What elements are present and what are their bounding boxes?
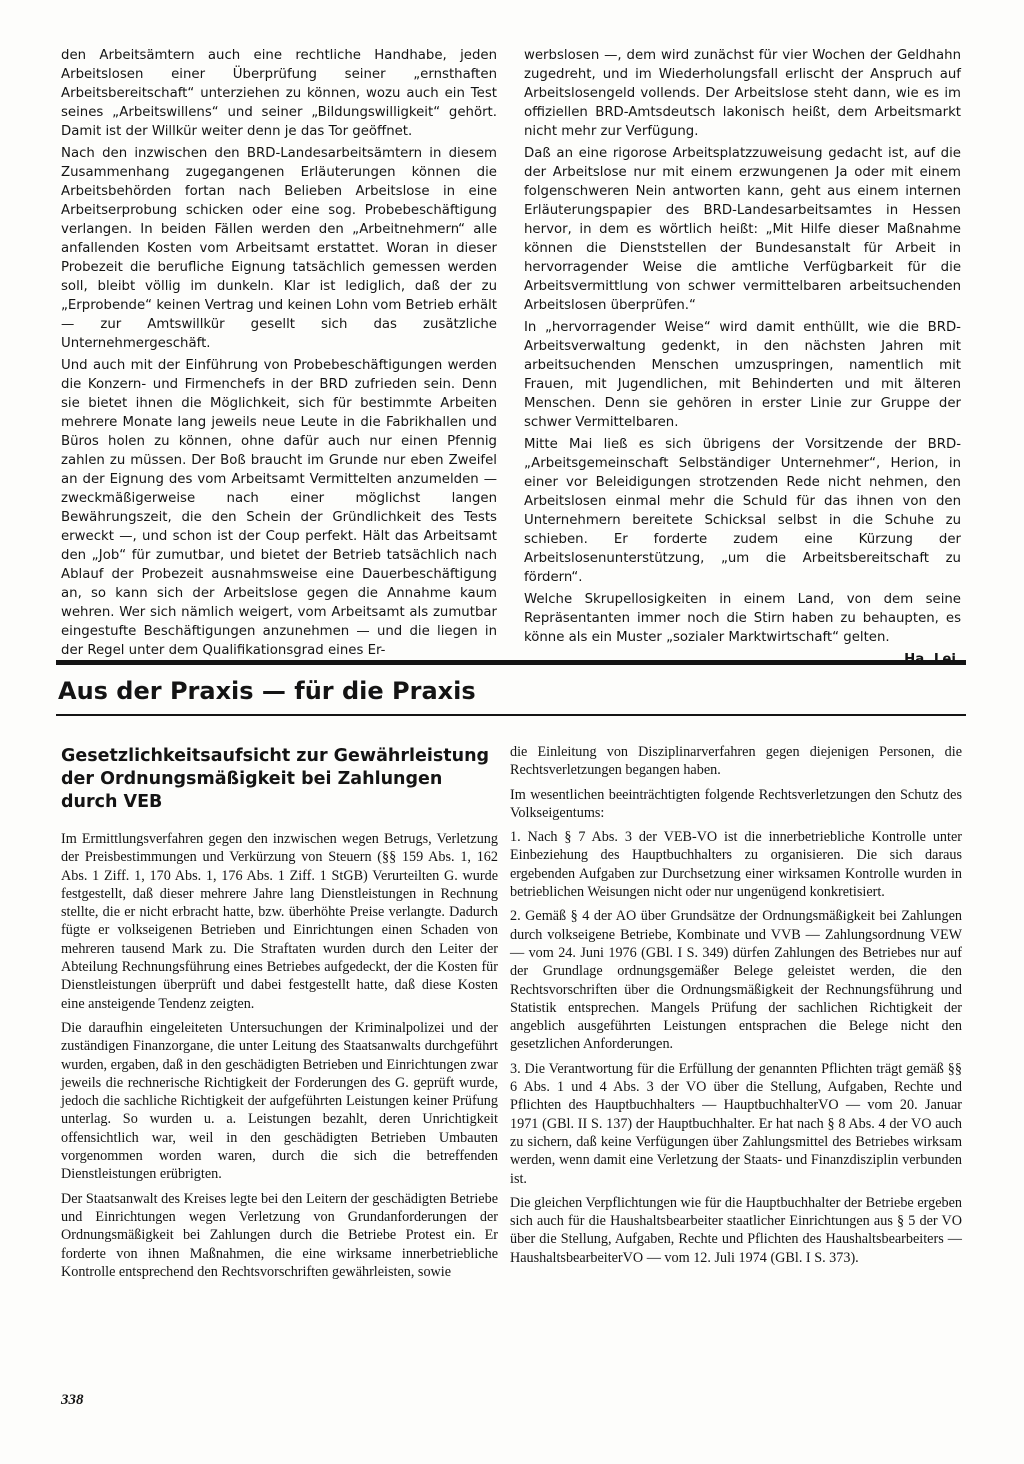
paragraph: Im wesentlichen beeinträchtigten folgende Rechtsverletzungen den Schutz des Volkseigentums:: [510, 786, 962, 821]
paragraph: werbslosen —, dem wird zunächst für vier Wochen der Geldhahn zugedreht, und im Wiederholungsfall erlischt der Anspruch auf Arbeitslosengeld vollends. Der Arbeitslose steht dann, wie es im offiziellen BRD-Amtsdeutsch lakonisch heißt, dem Arbeitsmarkt nicht mehr zur Verfügung.: [524, 48, 961, 139]
paragraph: Welche Skrupellosigkeiten in einem Land, von dem seine Repräsentanten immer noch die Stirn haben zu behaupten, es könne als ein Muster „sozialer Marktwirtschaft“ gelten.: [524, 592, 961, 645]
article-heading: Gesetzlichkeitsaufsicht zur Gewährleistung der Ordnungsmäßigkeit bei Zahlungen durch VEB: [61, 746, 490, 812]
section-title: Aus der Praxis — für die Praxis: [56, 673, 966, 716]
top-article-left-column: [61, 46, 497, 663]
paragraph: Die daraufhin eingeleiteten Untersuchungen der Kriminalpolizei und der zuständigen Finanzorgane, die unter Leitung des Staatsanwalts durchgeführt wurden, ergaben, daß in den geschädigten Betrieben und Einrichtungen zwar jeweils die rechnerische Richtigkeit der Forderungen des G. geprüft wurde, jedoch die sachliche Richtigkeit der aufgeführten Leistungen keiner Prüfung unterlag. So wurden u. a. Leistungen bezahlt, deren Unrichtigkeit offensichtlich war, weil in den geschädigten Betrieben Umbauten vorgenommen worden waren, durch die sich die betreffenden Dienstleistungen erübrigten.: [61, 1019, 498, 1183]
section-divider: [56, 660, 966, 665]
top-article-right-column: [524, 46, 961, 669]
paragraph: Und auch mit der Einführung von Probebeschäftigungen werden die Konzern- und Firmenchefs in der BRD zufrieden sein. Denn sie bietet ihnen die Möglichkeit, sich für bestimmte Arbeiten mehrere Monate lang jeweils neue Leute in die Fabrikhallen und Büros holen zu können, ohne dafür auch nur einen Pfennig zahlen zu müssen. Der Boß braucht im Grunde nur eben Zweifel an der Eignung des vom Arbeitsamt Vermittelten anzumelden — zweckmäßigerweise nach einer möglichst langen Bewährungszeit, die den Schein der Gründlichkeit des Tests erweckt —, und schon ist der Coup perfekt. Hält das Arbeitsamt den „Job“ für zumutbar, und bietet der Betrieb tatsächlich nach Ablauf der Probezeit ausnahmsweise eine Dauerbeschäftigung an, so kann sich der Arbeitslose gegen die Annahme kaum wehren. Wer sich nämlich weigert, vom Arbeitsamt als zumutbar eingestufte Beschäftigungen anzunehmen — und die liegen in der Regel unter dem Qualifikationsgrad eines Er-: [61, 358, 497, 658]
paragraph: In „hervorragender Weise“ wird damit enthüllt, wie die BRD-Arbeitsverwaltung gedenkt, in den nächsten Jahren mit arbeitsuchenden Menschen umzuspringen, namentlich mit Frauen, mit Jugendlichen, mit Behinderten und mit älteren Menschen. Denn sie gehören in erster Linie zur Gruppe der schwer Vermittelbaren.: [524, 320, 961, 430]
author-signature: Ha. Lei.: [904, 652, 961, 667]
paragraph: Mitte Mai ließ es sich übrigens der Vorsitzende der BRD-„Arbeitsgemeinschaft Selbständiger Unternehmer“, Herion, in einer vor Beleidigungen strotzenden Rede nicht nehmen, den Arbeitslosen einmal mehr die Schuld für das ihnen von den Unternehmern bereitete Schicksal selbst in die Schuhe zu schieben. Er forderte zudem eine Kürzung der Arbeitslosenunterstützung, „um die Arbeitsbereitschaft zu fördern“.: [524, 437, 961, 585]
paragraph: Nach den inzwischen den BRD-Landesarbeitsämtern in diesem Zusammenhang zugegangenen Erläuterungen können die Arbeitsbehörden fortan nach Belieben Arbeitslose in eine Arbeitserprobung schicken oder eine sog. Probebeschäftigung verlangen. In beiden Fällen werden den „Arbeitnehmern“ alle anfallenden Kosten vom Arbeitsamt erstattet. Woran in dieser Probezeit die berufliche Eignung tatsächlich gemessen werden soll, bleibt völlig im dunkeln. Klar ist lediglich, daß der zu „Erprobende“ keinen Vertrag und keinen Lohn vom Betrieb erhält — zur Amtswillkür gesellt sich das zusätzliche Unternehmergeschäft.: [61, 146, 497, 351]
page-number: 338: [61, 1392, 84, 1408]
article-right-column: [510, 743, 962, 1273]
paragraph: den Arbeitsämtern auch eine rechtliche Handhabe, jeden Arbeitslosen einer Überprüfung seiner „ernsthaften Arbeitsbereitschaft“ unterziehen zu können, wozu auch ein Test seines „Arbeitswillens“ und seiner „Bildungswilligkeit“ gehört. Damit ist der Willkür weiter denn je das Tor geöffnet.: [61, 48, 497, 139]
paragraph: Daß an eine rigorose Arbeitsplatzzuweisung gedacht ist, auf die der Arbeitslose nur mit einem erzwungenen Ja oder mit einem folgenschweren Nein antworten kann, geht aus einem internen Erläuterungspapier des BRD-Landesarbeitsamtes in Hessen hervor, in dem es wörtlich heißt: „Mit Hilfe dieser Maßnahme können die Dienststellen der Bundesanstalt für Arbeit in hervorragender Weise die amtliche Verfügbarkeit für die Arbeitsvermittlung von schwer vermittelbaren arbeitsuchenden Arbeitslosen überprüfen.“: [524, 146, 961, 313]
paragraph: Der Staatsanwalt des Kreises legte bei den Leitern der geschädigten Betriebe und Einrichtungen wegen Verletzung von Grundanforderungen der Ordnungsmäßigkeit bei Zahlungen durch die Betriebe Protest ein. Er forderte von ihnen Maßnahmen, die eine wirksame innerbetriebliche Kontrolle entsprechend den Rechtsvorschriften gewährleisten, sowie: [61, 1190, 498, 1280]
paragraph: die Einleitung von Disziplinarverfahren gegen diejenigen Personen, die Rechtsverletzungen begangen haben.: [510, 744, 962, 779]
paragraph: 2. Gemäß § 4 der AO über Grundsätze der Ordnungsmäßigkeit bei Zahlungen durch volkseigene Betriebe, Kombinate und VVB — Zahlungsordnung VEW — vom 24. Juni 1976 (GBl. I S. 349) dürfen Zahlungen des Betriebes nur auf der Grundlage ordnungsgemäßer Belege geleistet werden, die den Rechtsvorschriften über die Ordnungsmäßigkeit der Rechnungsführung und Statistik entsprechen. Mangels Prüfung der sachlichen Richtigkeit der angeblich ausgeführten Leistungen entsprachen die Belege nicht den gesetzlichen Anforderungen.: [510, 908, 962, 1053]
article-left-column: [61, 830, 498, 1287]
paragraph: 3. Die Verantwortung für die Erfüllung der genannten Pflichten trägt gemäß §§ 6 Abs. 1 und 4 Abs. 3 der VO über die Stellung, Aufgaben, Rechte und Pflichten des Hauptbuchhalters — HauptbuchhalterVO — vom 20. Januar 1971 (GBl. II S. 137) der Hauptbuchhalter. Er hat nach § 8 Abs. 4 der VO auch zu sichern, daß keine Verfügungen über Zahlungsmittel des Betriebes wirksam werden, wenn damit eine Verletzung der Staats- und Finanzdisziplin verbunden ist.: [510, 1060, 962, 1187]
paragraph: 1. Nach § 7 Abs. 3 der VEB-VO ist die innerbetriebliche Kontrolle unter Einbeziehung des Hauptbuchhalters zu organisieren. Die sich daraus ergebenden Aufgaben zur Durchsetzung einer wirksamen Kontrolle wurden in betrieblichen Weisungen nicht oder nur ungenügend konkretisiert.: [510, 829, 962, 901]
paragraph: Im Ermittlungsverfahren gegen den inzwischen wegen Betrugs, Verletzung der Preisbestimmungen und Verkürzung von Steuern (§§ 159 Abs. 1, 162 Abs. 1 Ziff. 1, 170 Abs. 1, 176 Abs. 1 Ziff. 1 StGB) Verurteilten G. wurde festgestellt, daß dieser mehrere Jahre lang Dienstleistungen in Rechnung stellte, die er nicht erbracht hatte, bzw. überhöhte Preise verlangte. Dadurch fügte er volkseigenen Betrieben und Einrichtungen einen Schaden von mehreren tausend Mark zu. Die Straftaten wurden durch den Leiter der Abteilung Rechnungsführung eines Betriebes aufgedeckt, der die Kosten für Dienstleistungen überprüft und dabei festgestellt hatte, daß diese Kosten eine ansteigende Tendenz zeigten.: [61, 831, 498, 1012]
paragraph: Die gleichen Verpflichtungen wie für die Hauptbuchhalter der Betriebe ergeben sich auch für die Haushaltsbearbeiter staatlicher Einrichtungen aus § 5 der VO über die Stellung, Aufgaben, Rechte und Pflichten des Haushaltsbearbeiters — HaushaltsbearbeiterVO — vom 12. Juli 1974 (GBl. I S. 373).: [510, 1194, 962, 1266]
